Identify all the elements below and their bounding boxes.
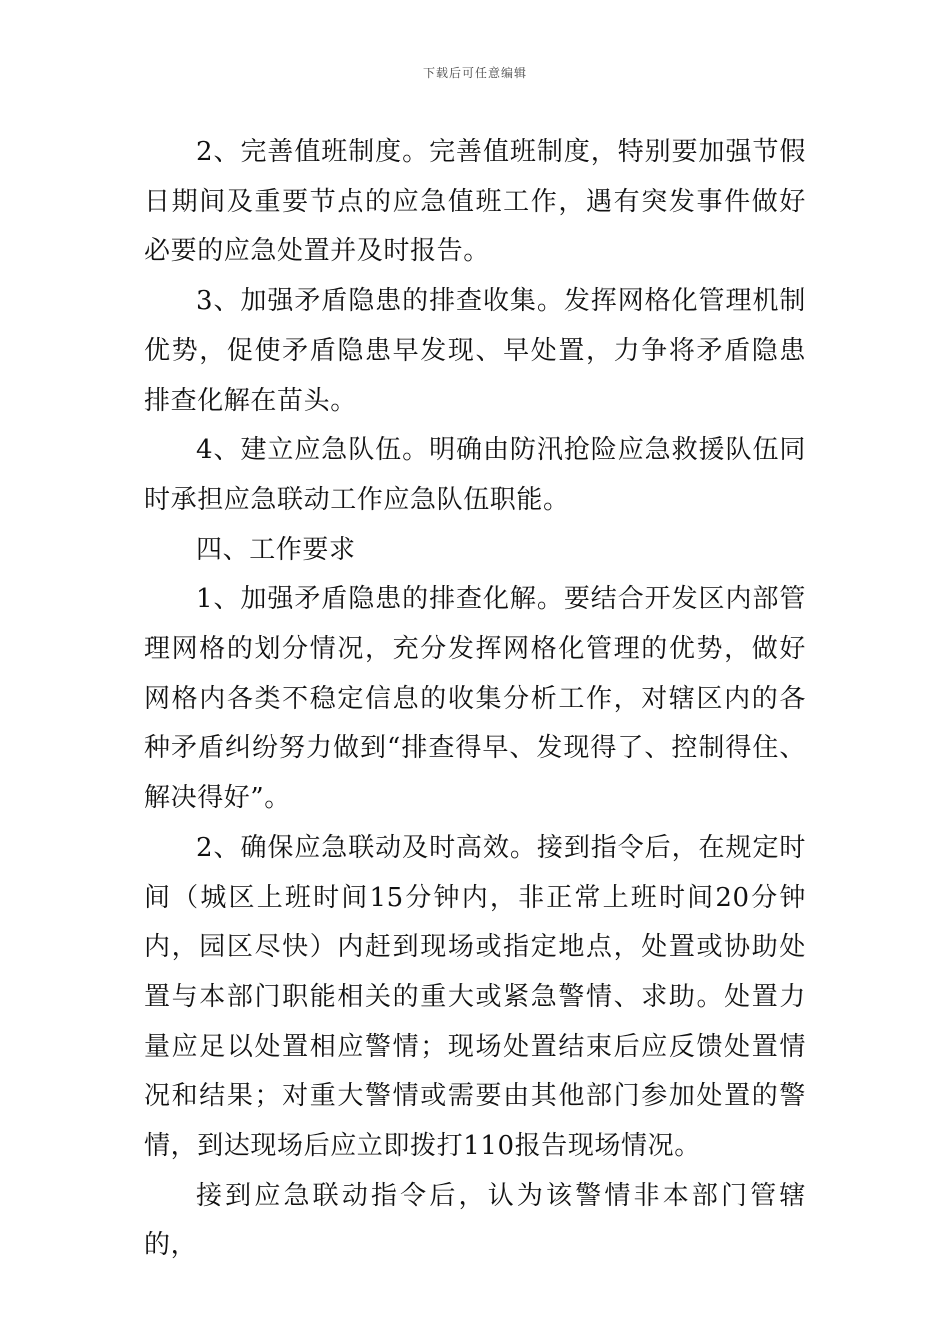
paragraph-response-efficiency: 2、确保应急联动及时高效。接到指令后，在规定时间（城区上班时间15分钟内，非正常上班时间20分钟内，园区尽快）内赶到现场或指定地点，处置或协助处置与本部门职能相关的重大或紧急警情、求助。处置力量应足以处置相应警情；现场处置结束后应反馈处置情况和结果；对重大警情或需要由其他部门参加处置的警情，到达现场后应立即拨打110报告现场情况。 [144,832,806,1162]
section-heading-work-requirements: 四、工作要求 [196,534,356,565]
paragraph-emergency-team: 4、建立应急队伍。明确由防汛抢险应急救援队伍同时承担应急联动工作应急队伍职能。 [144,435,806,515]
paragraph-conflict-resolution: 1、加强矛盾隐患的排查化解。要结合开发区内部管理网格的划分情况，充分发挥网格化管理的优势，做好网格内各类不稳定信息的收集分析工作，对辖区内的各种矛盾纠纷努力做到“排查得早、发现得了、控制得住、解决得好”。 [144,584,806,814]
paragraph-duty-system: 2、完善值班制度。完善值班制度，特别要加强节假日期间及重要节点的应急值班工作，遇有突发事件做好必要的应急处置并及时报告。 [144,137,806,267]
paragraph-non-jurisdiction: 接到应急联动指令后，认为该警情非本部门管辖的， [144,1180,806,1261]
paragraph-conflict-collection: 3、加强矛盾隐患的排查收集。发挥网格化管理机制优势，促使矛盾隐患早发现、早处置，力争将矛盾隐患排查化解在苗头。 [144,286,806,416]
document-body [144,128,806,1271]
page-header-note: 下载后可任意编辑 [422,66,527,80]
